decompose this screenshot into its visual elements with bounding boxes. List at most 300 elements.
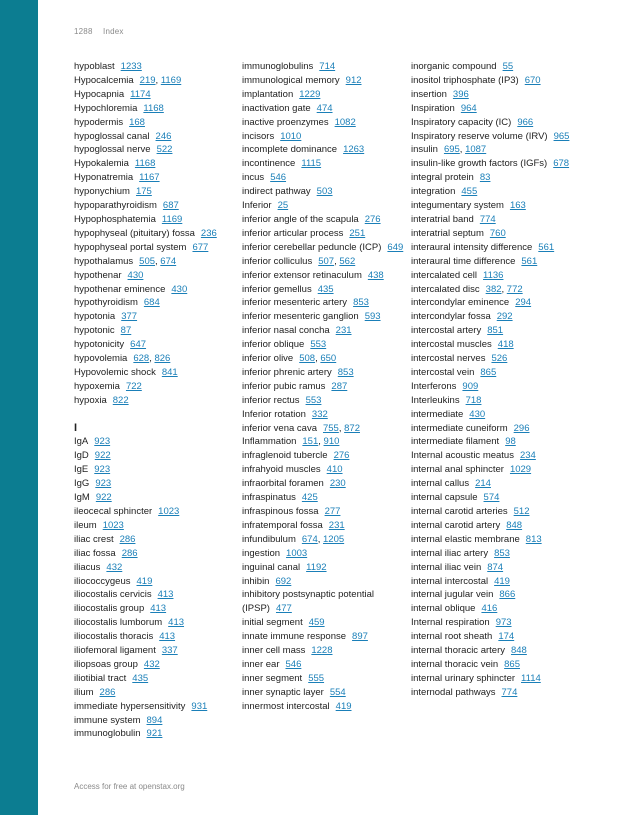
index-entry xyxy=(242,380,407,394)
page-refs xyxy=(103,520,124,531)
page-link[interactable]: 413 xyxy=(159,631,176,643)
page-link[interactable]: 647 xyxy=(130,339,147,351)
page-header xyxy=(74,27,124,36)
page-link[interactable]: 1205 xyxy=(323,533,345,545)
page-refs xyxy=(147,715,163,726)
page-link[interactable]: 332 xyxy=(311,408,328,420)
page-link[interactable]: 55 xyxy=(502,61,514,72)
index-term: innate immune response xyxy=(242,631,347,643)
index-term: infrahyoid muscles xyxy=(242,464,321,476)
page-link[interactable]: 1029 xyxy=(509,464,532,476)
page-link[interactable]: 1115 xyxy=(301,158,322,170)
page-refs xyxy=(503,61,514,72)
index-entry xyxy=(74,296,234,310)
page-link[interactable]: 865 xyxy=(504,658,520,670)
index-term: hypoglossal canal xyxy=(74,130,150,142)
page-link[interactable]: 649 xyxy=(387,241,404,253)
index-entry xyxy=(242,255,407,269)
page-link[interactable]: 973 xyxy=(495,617,512,629)
page-link[interactable]: 674 xyxy=(301,533,318,545)
index-entry xyxy=(411,310,571,324)
index-term: internal jugular vein xyxy=(411,589,494,601)
page-link[interactable]: 874 xyxy=(487,561,504,573)
index-term: hypodermis xyxy=(74,116,124,128)
page-link[interactable]: 921 xyxy=(146,728,163,740)
page-link[interactable]: 382 xyxy=(485,283,502,295)
page-link[interactable]: 1233 xyxy=(120,61,142,72)
index-term: hypothenar eminence xyxy=(74,283,166,295)
page-refs xyxy=(490,228,506,239)
index-term: intercostal vein xyxy=(411,366,475,378)
index-term: iliocostalis lumborum xyxy=(74,617,163,629)
index-entry xyxy=(242,672,407,686)
index-term: intermediate filament xyxy=(411,436,500,448)
page-refs xyxy=(461,103,477,114)
page-link[interactable]: 593 xyxy=(364,311,381,323)
page-link[interactable]: 438 xyxy=(367,269,384,281)
page-link[interactable]: 760 xyxy=(489,227,506,239)
page-link[interactable]: 435 xyxy=(132,672,149,684)
page-link[interactable]: 512 xyxy=(513,506,530,517)
index-term: IgM xyxy=(74,492,90,504)
page-refs xyxy=(159,631,175,642)
page-link[interactable]: 872 xyxy=(344,422,360,434)
page-refs xyxy=(469,409,485,420)
page-refs xyxy=(481,603,497,614)
page-link[interactable]: 853 xyxy=(337,366,354,378)
page-refs xyxy=(168,617,184,628)
page-link[interactable]: 168 xyxy=(129,116,145,128)
page-link[interactable]: 219 xyxy=(139,74,156,86)
page-link[interactable]: 413 xyxy=(157,589,174,601)
page-link[interactable]: 413 xyxy=(150,603,167,615)
page-link[interactable]: 1174 xyxy=(130,88,151,100)
page-refs xyxy=(352,631,368,642)
index-entry xyxy=(242,310,407,324)
page-refs xyxy=(349,228,365,239)
index-term: integration xyxy=(411,186,456,198)
page-link[interactable]: 922 xyxy=(95,492,112,504)
page-link[interactable]: 522 xyxy=(156,144,173,156)
page-link[interactable]: 923 xyxy=(94,436,111,448)
page-link[interactable]: 1114 xyxy=(521,672,541,684)
page-link[interactable]: 910 xyxy=(323,436,340,448)
page-link[interactable]: 276 xyxy=(364,213,381,225)
page-link[interactable]: 1003 xyxy=(286,547,308,559)
index-entry xyxy=(74,283,234,297)
index-term: inferior nasal concha xyxy=(242,325,330,337)
page-link[interactable]: 432 xyxy=(143,658,160,670)
page-link[interactable]: 1010 xyxy=(280,130,302,142)
page-refs xyxy=(132,673,148,684)
index-term: Hypocalcemia xyxy=(74,74,134,86)
page-link[interactable]: 1169 xyxy=(160,74,182,86)
page-refs xyxy=(192,242,208,253)
index-entry xyxy=(411,60,571,74)
section-gap xyxy=(74,408,234,422)
page-link[interactable]: 292 xyxy=(496,311,513,323)
page-link[interactable]: 435 xyxy=(317,283,334,295)
page-link[interactable]: 774 xyxy=(501,686,518,698)
page-link[interactable]: 1229 xyxy=(299,88,321,100)
page-link[interactable]: 416 xyxy=(481,603,498,615)
page-link[interactable]: 684 xyxy=(143,297,160,309)
page-refs xyxy=(329,520,345,531)
index-term: Hypophosphatemia xyxy=(74,213,156,225)
page-refs xyxy=(143,103,163,114)
page-link[interactable]: 909 xyxy=(462,380,479,392)
page-refs xyxy=(94,464,110,475)
index-term: hypothyroidism xyxy=(74,297,138,309)
index-entry xyxy=(74,672,234,686)
page-link[interactable]: 966 xyxy=(517,116,534,128)
page-link[interactable]: 175 xyxy=(135,186,152,198)
page-refs xyxy=(147,728,163,739)
page-link[interactable]: 230 xyxy=(329,478,346,490)
page-link[interactable]: 650 xyxy=(320,353,337,365)
index-term: inactivation gate xyxy=(242,102,311,114)
page-link[interactable]: 474 xyxy=(316,102,333,114)
page-link[interactable]: 214 xyxy=(475,478,491,490)
page-refs xyxy=(95,450,111,461)
index-term: integral protein xyxy=(411,172,474,184)
index-entry xyxy=(74,644,234,658)
page-link[interactable]: 848 xyxy=(510,645,527,657)
index-entry xyxy=(242,227,407,241)
index-entry xyxy=(242,616,407,630)
page-refs xyxy=(106,562,122,573)
index-term: inferior phrenic artery xyxy=(242,366,332,378)
index-term: hypotonic xyxy=(74,325,115,337)
page-link[interactable]: 851 xyxy=(487,325,504,337)
index-term: incontinence xyxy=(242,158,296,170)
page-link[interactable]: 674 xyxy=(160,255,177,267)
page-link[interactable]: 286 xyxy=(99,686,116,698)
page-link[interactable]: 505 xyxy=(139,255,156,267)
page-refs xyxy=(517,117,533,128)
index-term: integumentary system xyxy=(411,200,504,212)
index-entry xyxy=(242,630,407,644)
page-link[interactable]: 822 xyxy=(112,394,129,406)
page-link[interactable]: 897 xyxy=(352,631,368,643)
page-refs: 674, 1205 xyxy=(301,533,345,545)
index-term: Internal respiration xyxy=(411,617,490,629)
index-term: infundibulum xyxy=(242,533,296,545)
index-term: internal intercostal xyxy=(411,575,489,587)
page-link[interactable]: 1023 xyxy=(158,505,180,517)
page-link[interactable]: 1168 xyxy=(143,102,164,114)
page-link[interactable]: 561 xyxy=(538,241,555,253)
page-link[interactable]: 841 xyxy=(161,366,178,378)
page-refs: 505, 674 xyxy=(139,255,177,267)
page-link[interactable]: 419 xyxy=(494,575,510,587)
page-refs xyxy=(502,687,518,698)
index-entry xyxy=(242,241,407,255)
index-entry xyxy=(411,449,571,463)
index-entry xyxy=(411,88,571,102)
page-refs xyxy=(306,395,322,406)
page-refs xyxy=(554,131,570,142)
index-term: iliocostalis thoracis xyxy=(74,631,154,643)
index-entry xyxy=(411,130,571,144)
index-entry xyxy=(74,602,234,616)
page-link[interactable]: 174 xyxy=(498,631,515,643)
page-refs xyxy=(336,701,352,712)
page-refs xyxy=(487,325,503,336)
page-link[interactable]: 628 xyxy=(133,353,150,365)
index-term: immunoglobulin xyxy=(74,728,141,740)
page-link[interactable]: 419 xyxy=(136,575,153,587)
page-link[interactable]: 1087 xyxy=(465,144,487,156)
index-term: inorganic compound xyxy=(411,61,497,72)
index-entry xyxy=(74,157,234,171)
index-entry xyxy=(242,338,407,352)
index-entry xyxy=(242,700,407,714)
page-link[interactable]: 508 xyxy=(299,353,316,365)
page-link[interactable]: 546 xyxy=(285,658,302,670)
page-link[interactable]: 25 xyxy=(277,200,289,212)
page-link[interactable]: 246 xyxy=(155,130,172,142)
page-link[interactable]: 774 xyxy=(479,213,496,225)
page-link[interactable]: 294 xyxy=(515,297,532,309)
index-entry xyxy=(411,561,571,575)
index-term: inferior cerebellar peduncle (ICP) xyxy=(242,241,382,253)
page-link[interactable]: 1136 xyxy=(483,269,504,281)
index-entry xyxy=(74,143,234,157)
page-link[interactable]: 231 xyxy=(335,325,352,337)
page-link[interactable]: 87 xyxy=(120,325,132,337)
index-entry xyxy=(74,547,234,561)
page-link[interactable]: 813 xyxy=(525,533,542,545)
page-link[interactable]: 555 xyxy=(308,672,325,684)
page-link[interactable]: 507 xyxy=(318,255,335,267)
index-term: hypophyseal portal system xyxy=(74,241,187,253)
page-link[interactable]: 419 xyxy=(335,700,352,712)
page-number: 1288 xyxy=(74,27,93,36)
page-link[interactable]: 853 xyxy=(353,297,369,309)
page-link[interactable]: 430 xyxy=(127,269,144,281)
index-entry xyxy=(242,116,407,130)
page-refs xyxy=(346,75,362,86)
page-link[interactable]: 432 xyxy=(106,561,123,573)
page-link[interactable]: 772 xyxy=(506,283,523,295)
page-link[interactable]: 894 xyxy=(146,714,163,726)
page-link[interactable]: 692 xyxy=(275,575,292,587)
page-link[interactable]: 151 xyxy=(302,436,319,448)
page-link[interactable]: 1023 xyxy=(102,519,124,531)
page-link[interactable]: 1168 xyxy=(134,158,156,170)
index-term: internal urinary sphincter xyxy=(411,672,516,684)
page-refs xyxy=(137,576,153,587)
page-refs xyxy=(521,256,537,267)
page-link[interactable]: 964 xyxy=(460,102,477,114)
page-link[interactable]: 234 xyxy=(519,450,536,462)
index-entry xyxy=(74,491,234,505)
page-link[interactable]: 865 xyxy=(480,366,497,378)
index-term: infraspinous fossa xyxy=(242,506,319,517)
index-term: insulin-like growth factors (IGFs) xyxy=(411,158,548,170)
page-refs xyxy=(121,311,137,322)
index-term: intercalated disc xyxy=(411,283,480,295)
page-refs xyxy=(121,61,142,72)
page-link[interactable]: 553 xyxy=(310,339,327,351)
index-entry xyxy=(74,227,234,241)
page-link[interactable]: 853 xyxy=(494,547,510,559)
index-entry xyxy=(242,644,407,658)
page-link[interactable]: 459 xyxy=(308,617,325,629)
page-link[interactable]: 922 xyxy=(94,450,111,462)
index-term: Hypocapnia xyxy=(74,88,125,100)
index-entry xyxy=(411,602,571,616)
index-term: internal carotid artery xyxy=(411,519,501,531)
index-term: inner synaptic layer xyxy=(242,686,324,698)
page-refs xyxy=(483,270,503,281)
index-term: Inferior xyxy=(242,200,272,212)
page-link[interactable]: 1167 xyxy=(139,172,160,184)
page-refs xyxy=(521,673,541,684)
page-refs xyxy=(309,617,325,628)
page-link[interactable]: 286 xyxy=(121,547,138,559)
page-refs xyxy=(553,158,569,169)
page-refs xyxy=(144,297,160,308)
index-term: insulin xyxy=(411,144,438,156)
index-term: implantation xyxy=(242,88,294,100)
page-refs xyxy=(150,603,166,614)
page-refs xyxy=(353,297,369,308)
page-link[interactable]: 1228 xyxy=(311,645,333,657)
page-link[interactable]: 410 xyxy=(326,464,343,476)
page-refs xyxy=(327,464,343,475)
page-link[interactable]: 251 xyxy=(349,227,366,239)
index-entry xyxy=(242,477,407,491)
index-term: ilium xyxy=(74,686,94,698)
page-link[interactable]: 396 xyxy=(452,88,469,100)
index-entry xyxy=(74,588,234,602)
index-entry xyxy=(411,505,571,519)
index-term: Hypochloremia xyxy=(74,102,138,114)
index-term: immediate hypersensitivity xyxy=(74,700,186,712)
page-refs xyxy=(144,659,160,670)
index-entry xyxy=(242,352,407,366)
page-link[interactable]: 503 xyxy=(316,186,333,198)
index-entry xyxy=(74,241,234,255)
index-term: ileum xyxy=(74,519,97,531)
page-link[interactable]: 1263 xyxy=(343,144,365,156)
index-entry xyxy=(74,116,234,130)
section-title: Index xyxy=(103,27,124,36)
page-link[interactable]: 98 xyxy=(505,436,516,448)
page-refs xyxy=(286,548,307,559)
index-term: immunoglobulins xyxy=(242,61,314,72)
index-term: hypoxemia xyxy=(74,380,120,392)
page-link[interactable]: 337 xyxy=(161,645,178,657)
page-link[interactable]: 425 xyxy=(301,492,318,504)
page-link[interactable]: 923 xyxy=(94,464,111,476)
page-refs xyxy=(157,144,173,155)
index-term: internal thoracic artery xyxy=(411,645,505,657)
page-link[interactable]: 430 xyxy=(171,283,188,295)
page-link[interactable]: 231 xyxy=(328,519,345,531)
page-link[interactable]: 286 xyxy=(119,533,136,545)
page-refs xyxy=(343,144,364,155)
page-link[interactable]: 678 xyxy=(553,158,570,170)
page-link[interactable]: 848 xyxy=(506,519,523,531)
page-link[interactable]: 455 xyxy=(461,186,478,198)
page-link[interactable]: 1169 xyxy=(161,213,183,225)
index-entry xyxy=(242,366,407,380)
index-term: hypoparathyroidism xyxy=(74,200,157,212)
page-link[interactable]: 677 xyxy=(192,241,209,253)
page-link[interactable]: 553 xyxy=(305,394,322,406)
index-entry xyxy=(242,60,407,74)
page-link[interactable]: 931 xyxy=(191,700,208,712)
index-term: intermediate xyxy=(411,408,464,420)
page-link[interactable]: 755 xyxy=(322,422,339,434)
index-term: iliotibial tract xyxy=(74,672,127,684)
page-link[interactable]: 377 xyxy=(121,311,138,323)
page-link[interactable]: 826 xyxy=(154,353,171,365)
page-link[interactable]: 287 xyxy=(331,380,348,392)
page-link[interactable]: 714 xyxy=(319,61,336,72)
page-refs xyxy=(113,395,129,406)
page-link[interactable]: 670 xyxy=(524,74,541,86)
page-link[interactable]: 866 xyxy=(499,589,516,601)
index-entry xyxy=(411,366,571,380)
page-link[interactable]: 687 xyxy=(162,200,179,212)
page-link[interactable]: 554 xyxy=(329,686,346,698)
index-entry xyxy=(74,199,234,213)
page-link[interactable]: 83 xyxy=(479,172,491,184)
page-link[interactable]: 718 xyxy=(465,394,482,406)
page-link[interactable]: 413 xyxy=(168,617,185,629)
page-link[interactable]: 965 xyxy=(553,130,570,142)
page-link[interactable]: 1082 xyxy=(334,116,356,128)
page-link[interactable]: 418 xyxy=(497,339,514,351)
index-term: hypotonia xyxy=(74,311,116,323)
page-link[interactable]: 722 xyxy=(125,380,142,392)
page-link[interactable]: 276 xyxy=(333,450,350,462)
page-link[interactable]: 526 xyxy=(491,353,508,365)
page-link[interactable]: 236 xyxy=(200,227,217,239)
page-link[interactable]: 546 xyxy=(270,172,287,184)
page-refs xyxy=(365,311,381,322)
page-link[interactable]: 574 xyxy=(483,492,500,504)
index-term: inferior extensor retinaculum xyxy=(242,269,362,281)
page-link[interactable]: 1192 xyxy=(306,561,327,573)
page-link[interactable]: 562 xyxy=(339,255,356,267)
index-entry xyxy=(242,143,407,157)
page-link[interactable]: 912 xyxy=(345,74,362,86)
index-term: IgG xyxy=(74,478,90,490)
page-link[interactable]: 430 xyxy=(469,408,486,420)
index-entry xyxy=(242,296,407,310)
page-link[interactable]: 695 xyxy=(443,144,460,156)
page-refs xyxy=(130,89,150,100)
index-term: internal iliac vein xyxy=(411,561,482,573)
page-refs xyxy=(365,214,381,225)
page-link[interactable]: 296 xyxy=(513,422,530,434)
index-term: Hyponatremia xyxy=(74,172,134,184)
index-term: incomplete dominance xyxy=(242,144,338,156)
page-link[interactable]: 277 xyxy=(324,506,341,517)
page-link[interactable]: 923 xyxy=(95,478,112,490)
page-link[interactable]: 163 xyxy=(509,200,526,212)
index-term: internal elastic membrane xyxy=(411,533,520,545)
page-link[interactable]: 561 xyxy=(521,255,538,267)
page-link[interactable]: 477 xyxy=(275,603,292,615)
index-column-1 xyxy=(74,60,234,741)
index-entry xyxy=(411,533,571,547)
